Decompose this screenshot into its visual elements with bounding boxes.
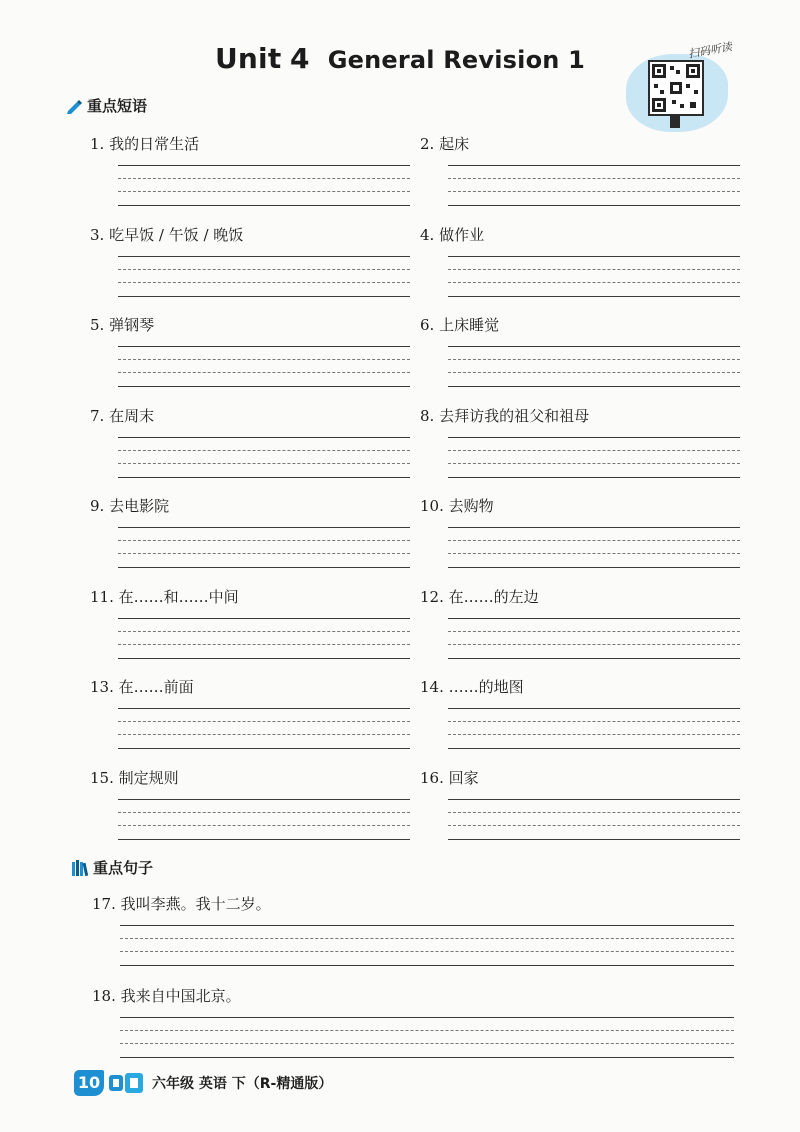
item-label [90, 224, 243, 245]
item-number: 4. [420, 225, 435, 244]
answer-lines[interactable] [118, 429, 410, 477]
item-label [92, 893, 271, 914]
item-text: 起床 [439, 135, 470, 153]
guide-line [118, 372, 410, 373]
section-key-sentences-label: 重点句子 [93, 859, 154, 877]
answer-line [118, 296, 410, 297]
guide-line [118, 631, 410, 632]
item-text: 回家 [448, 768, 479, 787]
item-label [90, 676, 194, 697]
exercise-item [90, 676, 194, 697]
item-label [90, 767, 179, 788]
qr-code-block[interactable] [626, 40, 733, 134]
item-label [90, 405, 154, 426]
answer-line [448, 799, 740, 800]
guide-line [118, 269, 410, 270]
item-number: 1. [90, 135, 105, 153]
guide-line [118, 812, 410, 813]
item-number: 11. [90, 587, 114, 606]
page-number: 10 [74, 1070, 104, 1096]
guide-line [448, 269, 740, 270]
item-label [420, 405, 589, 426]
item-text: 我来自中国北京。 [120, 987, 241, 1005]
qr-stand [670, 114, 680, 128]
item-number: 16. [420, 768, 444, 787]
answer-line [448, 437, 740, 438]
item-text: 在周末 [109, 406, 155, 425]
answer-line [118, 477, 410, 478]
item-text: 去拜访我的祖父和祖母 [439, 406, 590, 425]
item-text: 去电影院 [109, 497, 170, 515]
item-label [420, 495, 494, 516]
guide-line [448, 191, 740, 192]
answer-lines[interactable] [118, 791, 410, 839]
guide-line [448, 178, 740, 179]
guide-line [118, 734, 410, 735]
exercise-item [420, 133, 469, 154]
guide-line [118, 540, 410, 541]
item-number: 8. [420, 406, 435, 425]
answer-line [118, 527, 410, 528]
section-key-phrases-label: 重点短语 [87, 97, 148, 115]
answer-line [118, 437, 410, 438]
item-text: 去购物 [448, 497, 494, 515]
answer-lines[interactable] [118, 700, 410, 748]
qr-caption: 扫码听读 [687, 40, 733, 61]
answer-lines[interactable] [120, 917, 734, 965]
answer-line [448, 346, 740, 347]
qr-code-icon[interactable] [648, 60, 704, 116]
item-label [420, 767, 479, 788]
title-unit: Unit [214, 42, 282, 75]
item-number: 13. [90, 678, 114, 696]
item-text: 吃早饭 / 午饭 / 晚饭 [109, 225, 244, 244]
exercise-item [420, 224, 484, 245]
item-text: 弹钢琴 [109, 316, 155, 334]
answer-line [448, 205, 740, 206]
guide-line [448, 282, 740, 283]
answer-lines[interactable] [448, 700, 740, 748]
answer-lines[interactable] [448, 791, 740, 839]
answer-line [448, 618, 740, 619]
answer-lines[interactable] [448, 248, 740, 296]
exercise-item [90, 767, 179, 788]
item-number: 10. [420, 497, 444, 515]
item-label [420, 133, 469, 154]
item-text: ……的地图 [448, 678, 524, 696]
guide-line [118, 721, 410, 722]
guide-line [448, 734, 740, 735]
answer-line [448, 165, 740, 166]
item-text: 我的日常生活 [109, 135, 200, 153]
guide-line [448, 540, 740, 541]
pencil-icon [66, 98, 82, 114]
exercise-item [92, 893, 271, 914]
item-label [90, 586, 239, 607]
item-label [420, 586, 539, 607]
answer-line [448, 477, 740, 478]
exercise-item [90, 314, 154, 335]
guide-line [448, 372, 740, 373]
answer-line [118, 567, 410, 568]
books-icon [72, 860, 88, 876]
guide-line [120, 938, 734, 939]
item-number: 17. [92, 895, 116, 913]
section-key-phrases [66, 95, 147, 116]
guide-line [448, 450, 740, 451]
answer-line [118, 618, 410, 619]
title-number: 4 [290, 42, 310, 75]
guide-line [118, 644, 410, 645]
answer-line [448, 386, 740, 387]
exercise-item [90, 405, 154, 426]
item-number: 3. [90, 225, 105, 244]
answer-line [448, 658, 740, 659]
item-label [92, 985, 241, 1006]
guide-line [120, 951, 734, 952]
answer-lines[interactable] [448, 429, 740, 477]
section-key-sentences [72, 857, 153, 878]
item-number: 12. [420, 587, 444, 606]
item-number: 15. [90, 768, 114, 787]
answer-line [118, 658, 410, 659]
exercise-item [90, 495, 169, 516]
answer-line [120, 1017, 734, 1018]
answer-lines[interactable] [448, 157, 740, 205]
answer-line [448, 296, 740, 297]
answer-lines[interactable] [118, 157, 410, 205]
item-number: 6. [420, 316, 435, 334]
exercise-item [92, 985, 241, 1006]
answer-line [448, 527, 740, 528]
guide-line [118, 463, 410, 464]
item-label [90, 495, 169, 516]
guide-line [448, 812, 740, 813]
answer-lines[interactable] [448, 338, 740, 386]
exercise-item [90, 133, 199, 154]
answer-lines[interactable] [448, 519, 740, 567]
item-number: 18. [92, 987, 116, 1005]
guide-line [118, 553, 410, 554]
item-number: 2. [420, 135, 435, 153]
item-number: 5. [90, 316, 105, 334]
exercise-item [420, 314, 499, 335]
item-text: 在……前面 [118, 678, 194, 696]
answer-line [118, 205, 410, 206]
guide-line [120, 1043, 734, 1044]
exercise-item [420, 405, 589, 426]
item-text: 上床睡觉 [439, 316, 500, 334]
guide-line [448, 359, 740, 360]
answer-line [448, 256, 740, 257]
guide-line [448, 631, 740, 632]
answer-lines[interactable] [118, 610, 410, 658]
exercise-item [90, 586, 239, 607]
guide-line [448, 825, 740, 826]
answer-lines[interactable] [448, 610, 740, 658]
answer-line [118, 839, 410, 840]
answer-line [448, 748, 740, 749]
guide-line [118, 191, 410, 192]
answer-line [118, 708, 410, 709]
answer-line [120, 925, 734, 926]
guide-line [448, 721, 740, 722]
answer-line [118, 748, 410, 749]
item-text: 在……和……中间 [118, 587, 239, 606]
answer-line [448, 567, 740, 568]
guide-line [118, 359, 410, 360]
guide-line [118, 178, 410, 179]
guide-line [448, 553, 740, 554]
exercise-item [420, 676, 524, 697]
answer-line [118, 386, 410, 387]
answer-line [118, 256, 410, 257]
answer-line [448, 839, 740, 840]
answer-line [118, 165, 410, 166]
item-number: 7. [90, 406, 105, 425]
item-text: 在……的左边 [448, 587, 539, 606]
answer-line [118, 346, 410, 347]
guide-line [448, 463, 740, 464]
answer-line [118, 799, 410, 800]
exercise-item [420, 767, 479, 788]
title-subtitle: General Revision 1 [327, 46, 586, 74]
guide-line [448, 644, 740, 645]
item-label [420, 314, 499, 335]
answer-line [120, 965, 734, 966]
item-label [90, 314, 154, 335]
item-text: 做作业 [439, 225, 485, 244]
answer-lines[interactable] [118, 248, 410, 296]
guide-line [118, 450, 410, 451]
answer-lines[interactable] [120, 1009, 734, 1057]
item-number: 14. [420, 678, 444, 696]
item-text: 制定规则 [118, 768, 179, 787]
exercise-item [420, 586, 539, 607]
item-label [420, 676, 524, 697]
book-title: 六年级 英语 下（R-精通版） [152, 1076, 333, 1092]
answer-lines[interactable] [118, 338, 410, 386]
guide-line [118, 282, 410, 283]
item-number: 9. [90, 497, 105, 515]
item-label [90, 133, 199, 154]
answer-line [120, 1057, 734, 1058]
brand-logo-icon [108, 1071, 146, 1095]
guide-line [120, 1030, 734, 1031]
exercise-item [90, 224, 243, 245]
guide-line [118, 825, 410, 826]
answer-lines[interactable] [118, 519, 410, 567]
item-label [420, 224, 484, 245]
exercise-item [420, 495, 494, 516]
answer-line [448, 708, 740, 709]
item-text: 我叫李燕。我十二岁。 [120, 895, 271, 913]
